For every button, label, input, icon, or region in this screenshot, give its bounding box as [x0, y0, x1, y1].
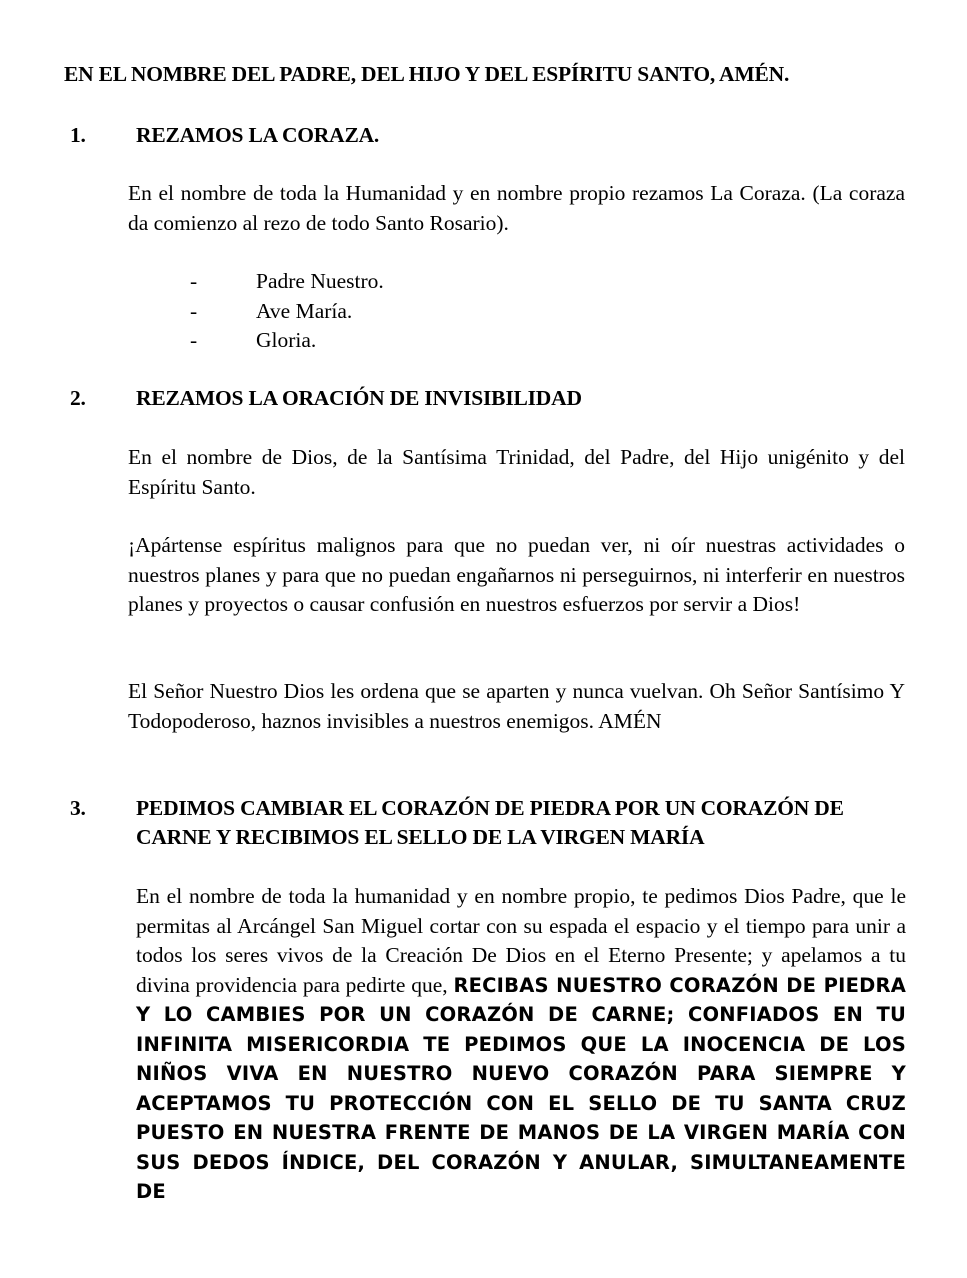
section-1-paragraph: En el nombre de toda la Humanidad y en nombre propio rezamos La Coraza. (La coraza da comienzo al rezo de todo Santo Rosario). — [128, 181, 905, 235]
bullet-dash: - — [190, 328, 198, 352]
bullet-dash: - — [190, 298, 198, 323]
section-2-number: 2. — [70, 386, 86, 410]
section-3-number: 3. — [70, 796, 86, 820]
section-1-number: 1. — [70, 123, 86, 147]
section-2-title-text: REZAMOS LA ORACIÓN DE INVISIBILIDAD — [136, 386, 582, 410]
section-3-paragraph-bold: RECIBAS NUESTRO CORAZÓN DE PIEDRA Y LO CAMBIES POR UN CORAZÓN DE CARNE; CONFIADOS EN TU INFINITA MISERICORDIA TE PEDIMOS QUE LA INOCENCIA DE LOS NIÑOS VIVA EN NUESTRO NUEVO CORAZÓN PARA SIEMPRE Y ACEPTAMOS TU PROTECCIÓN CON EL SELLO DE TU SANTA CRUZ PUESTO EN NUESTRA FRENTE DE MANOS DE LA VIRGEN MARÍA CON SUS DEDOS ÍNDICE, DEL CORAZÓN Y ANULAR, SIMULTANEAMENTE DE — [136, 973, 906, 1203]
section-3-paragraph — [136, 882, 906, 1207]
section-2-paragraph-1: En el nombre de Dios, de la Santísima Trinidad, del Padre, del Hijo unigénito y del Espíritu Santo. — [128, 445, 905, 499]
section-3-paragraph-plain: En el nombre de toda la humanidad y en nombre propio, te pedimos Dios Padre, que le permitas al Arcángel San Miguel cortar con su espada el espacio y el tiempo para unir a todos los seres vivos de la Creación De Dios en el Eterno Presente; y apelamos a tu divina providencia para pedirte que, — [136, 884, 906, 997]
list-item-text: Ave María. — [256, 298, 353, 323]
document-heading: EN EL NOMBRE DEL PADRE, DEL HIJO Y DEL ESPÍRITU SANTO, AMÉN. — [64, 62, 790, 86]
section-2-paragraph-3: El Señor Nuestro Dios les ordena que se aparten y nunca vuelvan. Oh Señor Santísimo Y Todopoderoso, haznos invisibles a nuestros enemigos. AMÉN — [128, 679, 905, 733]
section-1-title-text: REZAMOS LA CORAZA. — [136, 123, 380, 147]
section-3-title-text: PEDIMOS CAMBIAR EL CORAZÓN DE PIEDRA POR UN CORAZÓN DE CARNE Y RECIBIMOS EL SELLO DE LA VIRGEN MARÍA — [136, 796, 844, 849]
list-item-text: Gloria. — [256, 328, 317, 352]
bullet-dash: - — [190, 269, 198, 293]
list-item-text: Padre Nuestro. — [256, 269, 384, 293]
section-2-paragraph-2: ¡Apártense espíritus malignos para que no puedan ver, ni oír nuestras actividades o nuestros planes y para que no puedan engañarnos ni perseguirnos, ni interferir en nuestros planes y proyectos o causar confusión en nuestros esfuerzos por servir a Dios! — [128, 533, 905, 616]
